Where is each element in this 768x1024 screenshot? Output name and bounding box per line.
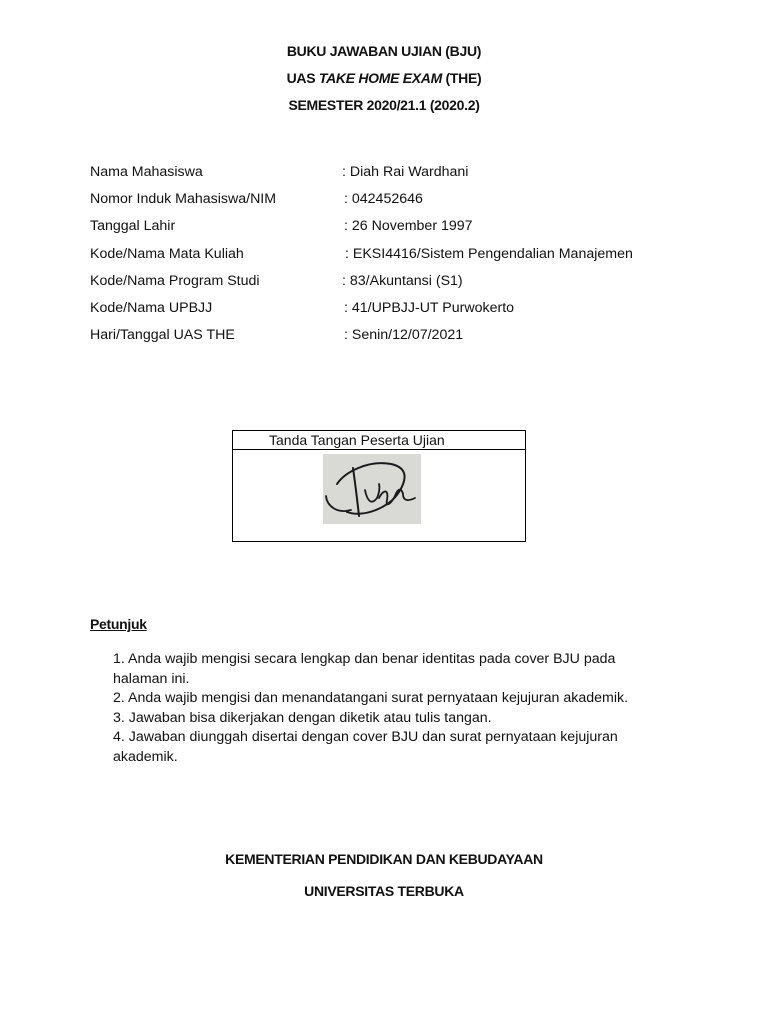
exam-type-suffix: (THE)	[441, 70, 482, 86]
identity-table	[90, 164, 710, 354]
university-name: UNIVERSITAS TERBUKA	[304, 883, 464, 899]
list-item: 2. Anda wajib mengisi dan menandatangani surat pernyataan kejujuran akademik.	[113, 690, 629, 706]
identity-value: : Senin/12/07/2021	[344, 327, 464, 344]
identity-row-tanggal-lahir	[90, 218, 710, 245]
identity-row-program-studi	[90, 273, 710, 300]
document-title: BUKU JAWABAN UJIAN (BJU)	[286, 43, 482, 59]
identity-label: Hari/Tanggal UAS THE	[90, 327, 235, 344]
list-item: 4. Jawaban diunggah disertai dengan cover BJU dan surat pernyataan kejujuran akademik.	[113, 729, 618, 765]
identity-value: : 41/UPBJJ-UT Purwokerto	[344, 299, 515, 316]
handwritten-signature-icon	[323, 454, 421, 524]
identity-label: Nomor Induk Mahasiswa/NIM	[90, 191, 277, 208]
identity-value: : 042452646	[344, 191, 423, 208]
signature-image	[323, 454, 421, 524]
identity-label: Kode/Nama UPBJJ	[90, 299, 213, 316]
identity-value: : Diah Rai Wardhani	[342, 164, 469, 180]
identity-label: Kode/Nama Program Studi	[90, 272, 260, 289]
exam-type-italic: TAKE HOME EXAM	[318, 70, 442, 86]
identity-value: : 26 November 1997	[344, 218, 473, 235]
list-item: 1. Anda wajib mengisi secara lengkap dan benar identitas pada cover BJU pada halaman ini.	[113, 651, 616, 687]
semester-line: SEMESTER 2020/21.1 (2020.2)	[288, 97, 480, 113]
identity-row-upbjj	[90, 300, 710, 327]
ministry-name: KEMENTERIAN PENDIDIKAN DAN KEBUDAYAAN	[225, 851, 543, 867]
identity-value: : EKSI4416/Sistem Pengendalian Manajemen	[345, 245, 633, 262]
identity-row-nama	[90, 164, 710, 191]
signature-title: Tanda Tangan Peserta Ujian	[233, 431, 525, 450]
signature-box	[232, 430, 526, 542]
instruction-list	[113, 650, 673, 767]
list-item: 3. Jawaban bisa dikerjakan dengan diketik atau tulis tangan.	[113, 709, 492, 726]
exam-type-prefix: UAS	[286, 70, 319, 86]
identity-row-mata-kuliah	[90, 246, 710, 273]
identity-row-nim	[90, 191, 710, 218]
petunjuk-heading: Petunjuk	[90, 616, 147, 632]
identity-label: Nama Mahasiswa	[90, 164, 203, 180]
identity-value: : 83/Akuntansi (S1)	[342, 272, 463, 289]
exam-type-line	[0, 70, 768, 86]
identity-row-hari-tanggal	[90, 327, 710, 354]
identity-label: Kode/Nama Mata Kuliah	[90, 245, 244, 262]
identity-label: Tanggal Lahir	[90, 218, 176, 235]
